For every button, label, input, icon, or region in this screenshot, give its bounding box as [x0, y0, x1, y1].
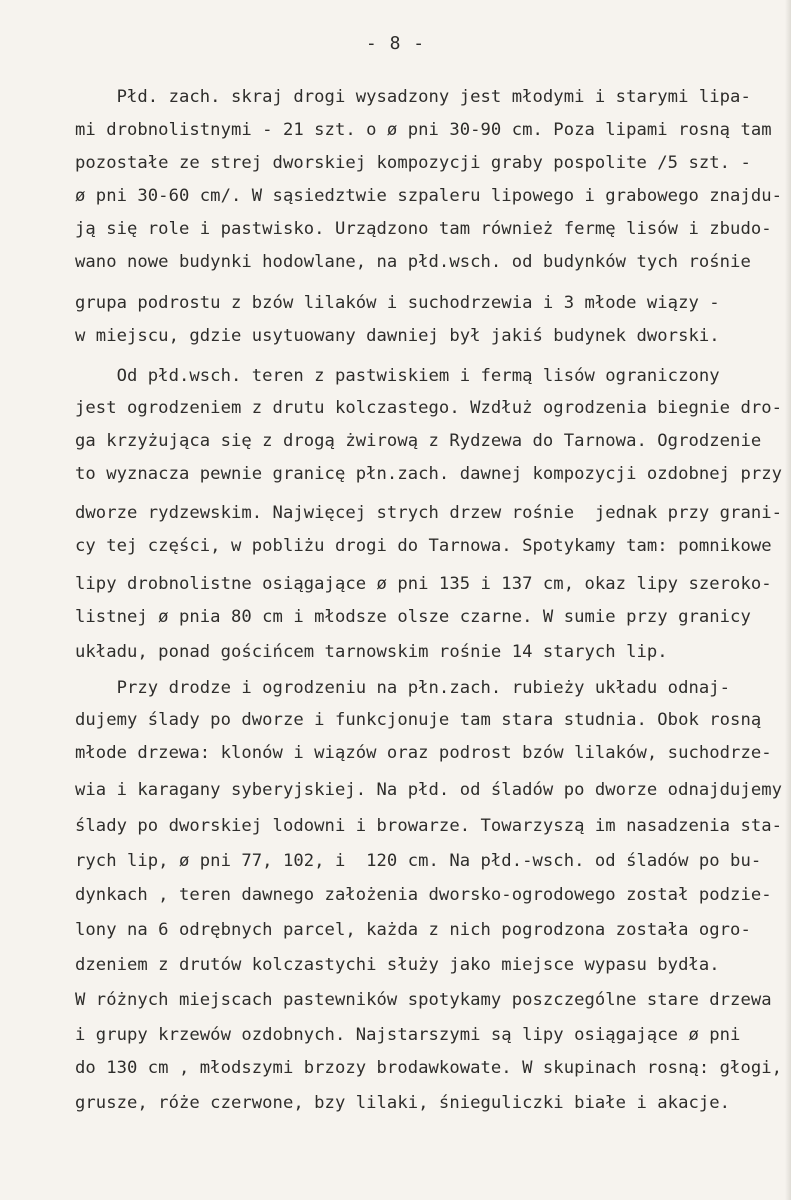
text-line: i grupy krzewów ozdobnych. Najstarszymi są lipy osiągające ø pni: [75, 1025, 741, 1045]
text-line: wia i karagany syberyjskiej. Na płd. od śladów po dworze odnajdujemy: [75, 780, 783, 800]
text-line: Od płd.wsch. teren z pastwiskiem i fermą lisów ograniczony: [75, 366, 720, 386]
text-line: mi drobnolistnymi - 21 szt. o ø pni 30-90 cm. Poza lipami rosną tam: [75, 120, 772, 140]
text-line: ślady po dworskiej lodowni i browarze. Towarzyszą im nasadzenia sta-: [75, 816, 783, 836]
page-number: - 8 -: [365, 33, 426, 54]
text-line: dworze rydzewskim. Najwięcej strych drzew rośnie jednak przy grani-: [75, 503, 783, 523]
text-line: układu, ponad gościńcem tarnowskim rośnie 14 starych lip.: [75, 642, 668, 662]
page-edge-shadow: [785, 0, 791, 1200]
text-line: w miejscu, gdzie usytuowany dawniej był jakiś budynek dworski.: [75, 326, 720, 346]
text-line: jest ogrodzeniem z drutu kolczastego. Wzdłuż ogrodzenia biegnie dro-: [75, 398, 783, 418]
text-line: młode drzewa: klonów i wiązów oraz podrost bzów lilaków, suchodrze-: [75, 743, 772, 763]
text-line: grusze, róże czerwone, bzy lilaki, śnieguliczki białe i akacje.: [75, 1093, 731, 1113]
text-line: pozostałe ze strej dworskiej kompozycji graby pospolite /5 szt. -: [75, 153, 751, 173]
text-line: Przy drodze i ogrodzeniu na płn.zach. rubieży układu odnaj-: [75, 678, 731, 698]
text-line: dynkach , teren dawnego założenia dworsko-ogrodowego został podzie-: [75, 885, 772, 905]
text-line: Płd. zach. skraj drogi wysadzony jest młodymi i starymi lipa-: [75, 87, 751, 107]
text-line: listnej ø pnia 80 cm i młodsze olsze czarne. W sumie przy granicy: [75, 607, 751, 627]
text-line: lony na 6 odrębnych parcel, każda z nich pogrodzona została ogro-: [75, 920, 751, 940]
text-line: W różnych miejscach pastewników spotykamy poszczególne stare drzewa: [75, 990, 772, 1010]
text-line: dujemy ślady po dworze i funkcjonuje tam stara studnia. Obok rosną: [75, 710, 762, 730]
text-line: lipy drobnolistne osiągające ø pni 135 i 137 cm, okaz lipy szeroko-: [75, 574, 772, 594]
text-line: cy tej części, w pobliżu drogi do Tarnowa. Spotykamy tam: pomnikowe: [75, 536, 772, 556]
text-line: dzeniem z drutów kolczastychi służy jako miejsce wypasu bydła.: [75, 955, 720, 975]
text-line: grupa podrostu z bzów lilaków i suchodrzewia i 3 młode wiązy -: [75, 293, 720, 313]
text-line: ø pni 30-60 cm/. W sąsiedztwie szpaleru lipowego i grabowego znajdu-: [75, 186, 783, 206]
text-line: wano nowe budynki hodowlane, na płd.wsch. od budynków tych rośnie: [75, 252, 751, 272]
text-line: ją się role i pastwisko. Urządzono tam również fermę lisów i zbudo-: [75, 219, 772, 239]
text-line: ga krzyżująca się z drogą żwirową z Rydzewa do Tarnowa. Ogrodzenie: [75, 431, 762, 451]
text-line: do 130 cm , młodszymi brzozy brodawkowate. W skupinach rosną: głogi,: [75, 1058, 783, 1078]
text-line: rych lip, ø pni 77, 102, i 120 cm. Na płd.-wsch. od śladów po bu-: [75, 851, 762, 871]
text-line: to wyznacza pewnie granicę płn.zach. dawnej kompozycji ozdobnej przy: [75, 464, 783, 484]
